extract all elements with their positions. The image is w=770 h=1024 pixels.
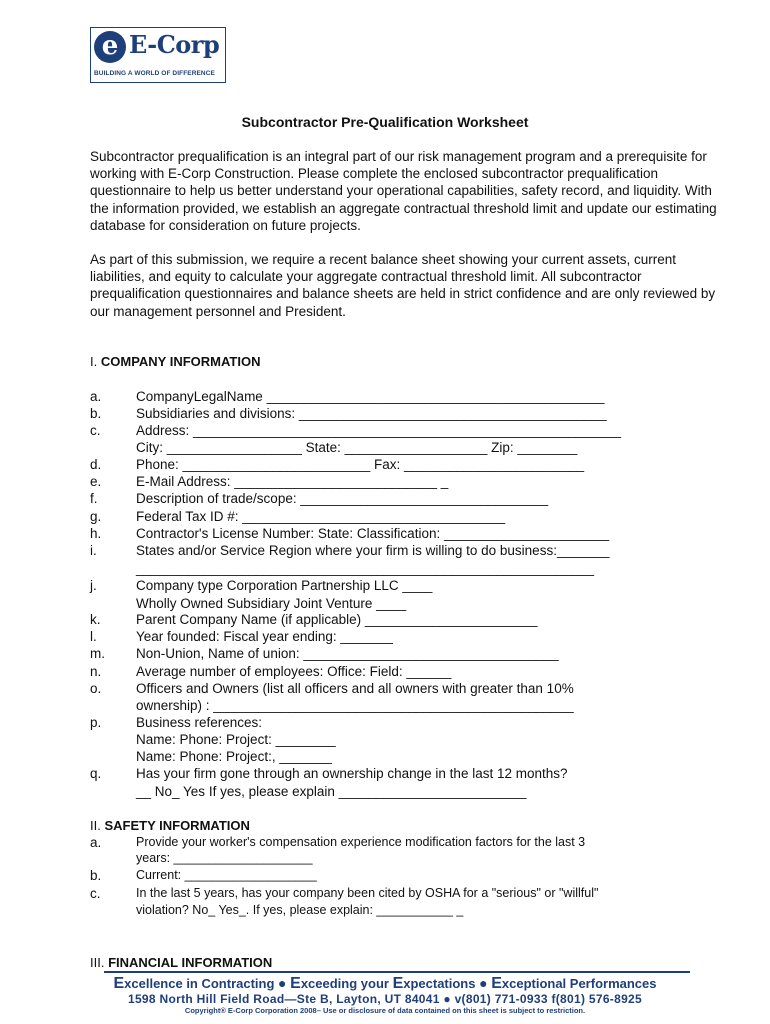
document-title: Subcontractor Pre-Qualification Worksheet <box>241 114 529 130</box>
tag-rest: xpectations <box>403 976 476 991</box>
item-letter: b. <box>90 406 102 421</box>
bullet-icon: ● <box>479 975 488 991</box>
item-letter: l. <box>90 629 97 644</box>
section-numeral: III. <box>90 955 105 970</box>
bullet-icon: ● <box>278 975 287 991</box>
footer-copyright: Copyright® E-Corp Corporation 2008– Use or disclosure of data contained on this sheet is subject to restriction. <box>184 1006 586 1015</box>
section-heading-financial <box>90 955 272 970</box>
footer-contact <box>0 992 770 1006</box>
item-letter: a. <box>90 835 102 850</box>
item-field: Business references: <box>136 715 263 730</box>
logo-name: E-Corp <box>129 30 220 59</box>
item-letter: n. <box>90 664 102 679</box>
item-field: Has your firm gone through an ownership change in the last 12 months? <box>136 766 568 781</box>
item-letter: c. <box>90 886 101 901</box>
item-field[interactable]: Parent Company Name (if applicable) _______________________ <box>136 612 538 627</box>
section-numeral: II. <box>90 818 101 833</box>
section-name: SAFETY INFORMATION <box>104 818 250 833</box>
item-letter: i. <box>90 543 97 558</box>
item-field[interactable]: Subsidiaries and divisions: _________________________________________ <box>136 406 607 421</box>
item-letter: d. <box>90 457 102 472</box>
item-letter: b. <box>90 868 102 883</box>
footer-phones: v(801) 771-0933 f(801) 576-8925 <box>454 992 643 1006</box>
tag-cap: E <box>392 975 404 992</box>
footer-address: 1598 North Hill Field Road—Ste B, Layton, UT 84041 <box>127 992 440 1006</box>
item-field[interactable]: Officers and Owners (list all officers and all owners with greater than 10% <box>136 681 574 696</box>
item-field[interactable]: Name: Phone: Project:, _______ <box>136 749 332 764</box>
tag-rest: xceeding your <box>300 976 393 991</box>
tag-cap: E <box>491 975 502 992</box>
company-logo <box>90 27 226 83</box>
bullet-icon: ● <box>443 992 451 1006</box>
item-field[interactable]: E-Mail Address: ___________________________ _ <box>136 474 449 489</box>
tag-cap: E <box>113 975 125 992</box>
item-letter: o. <box>90 681 102 696</box>
item-field[interactable]: __ No_ Yes If yes, please explain _________________________ <box>136 784 527 799</box>
item-field[interactable]: Non-Union, Name of union: __________________________________ <box>136 646 559 661</box>
logo-e-icon: e <box>94 31 126 63</box>
item-field[interactable]: years: ____________________ <box>136 851 313 865</box>
item-letter: c. <box>90 423 101 438</box>
item-letter: a. <box>90 389 102 404</box>
item-field[interactable]: Average number of employees: Office: Field: ______ <box>136 664 452 679</box>
tag-rest: xceptional Performances <box>501 976 657 991</box>
item-field[interactable]: States and/or Service Region where your firm is willing to do business:_______ <box>136 543 610 558</box>
item-letter: m. <box>90 646 105 661</box>
section-heading-company <box>90 354 260 369</box>
tag-cap: E <box>290 975 301 992</box>
item-field[interactable]: Address: _________________________________________________________ <box>136 423 621 438</box>
item-field[interactable]: City: __________________ State: ___________________ Zip: ________ <box>136 440 578 455</box>
item-letter: p. <box>90 715 102 730</box>
item-letter: h. <box>90 526 102 541</box>
item-letter: q. <box>90 766 102 781</box>
item-field[interactable]: Company type Corporation Partnership LLC ____ <box>136 578 433 593</box>
tag-rest: xcellence in Contracting <box>124 976 275 991</box>
item-field[interactable]: Phone: _________________________ Fax: ________________________ <box>136 457 585 472</box>
submission-paragraph: As part of this submission, we require a recent balance sheet showing your current assets, current liabilities, and equity to calculate your aggregate contractual threshold limit. All subcontractor prequalification questionnaires and balance sheets are held in strict confidence and are only reviewed by our management personnel and President. <box>90 252 716 319</box>
item-field[interactable]: _____________________________________________________________ <box>136 561 594 576</box>
item-field[interactable]: violation? No_ Yes_. If yes, please explain: ___________ _ <box>136 903 464 917</box>
item-field[interactable]: Year founded: Fiscal year ending: _______ <box>136 629 393 644</box>
footer-divider <box>104 971 690 973</box>
item-field[interactable]: Current: ___________________ <box>136 868 317 882</box>
section-numeral: I. <box>90 354 98 369</box>
item-field[interactable]: Name: Phone: Project: ________ <box>136 732 336 747</box>
item-field[interactable]: Description of trade/scope: _________________________________ <box>136 491 549 506</box>
item-field: In the last 5 years, has your company been cited by OSHA for a "serious" or "willful" <box>136 886 599 900</box>
item-field[interactable]: ownership) : ________________________________________________ <box>136 698 574 713</box>
item-letter: e. <box>90 474 102 489</box>
item-field[interactable]: CompanyLegalName _____________________________________________ <box>136 389 605 404</box>
section-name: COMPANY INFORMATION <box>100 354 261 369</box>
item-letter: g. <box>90 509 102 524</box>
section-name: FINANCIAL INFORMATION <box>108 955 273 970</box>
item-letter: k. <box>90 612 101 627</box>
item-field[interactable]: Contractor's License Number: State: Classification: ______________________ <box>136 526 610 541</box>
item-field[interactable]: Wholly Owned Subsidiary Joint Venture ____ <box>136 596 407 611</box>
item-field[interactable]: Federal Tax ID #: ___________________________________ <box>136 509 506 524</box>
intro-paragraph: Subcontractor prequalification is an integral part of our risk management program and a prerequisite for working with E-Corp Construction. Please complete the enclosed subcontractor prequalification questionnaire to help us better understand your operational capabilities, safety record, and liquidity. With the information provided, we establish an aggregate contractual threshold limit and update our estimating database for consideration on future projects. <box>90 149 717 233</box>
item-letter: f. <box>90 491 98 506</box>
logo-tagline: BUILDING A WORLD OF DIFFERENCE <box>94 70 215 77</box>
item-field: Provide your worker's compensation experience modification factors for the last 3 <box>136 835 586 849</box>
section-heading-safety <box>90 818 250 833</box>
item-letter: j. <box>90 578 97 593</box>
footer-tagline <box>0 975 770 993</box>
